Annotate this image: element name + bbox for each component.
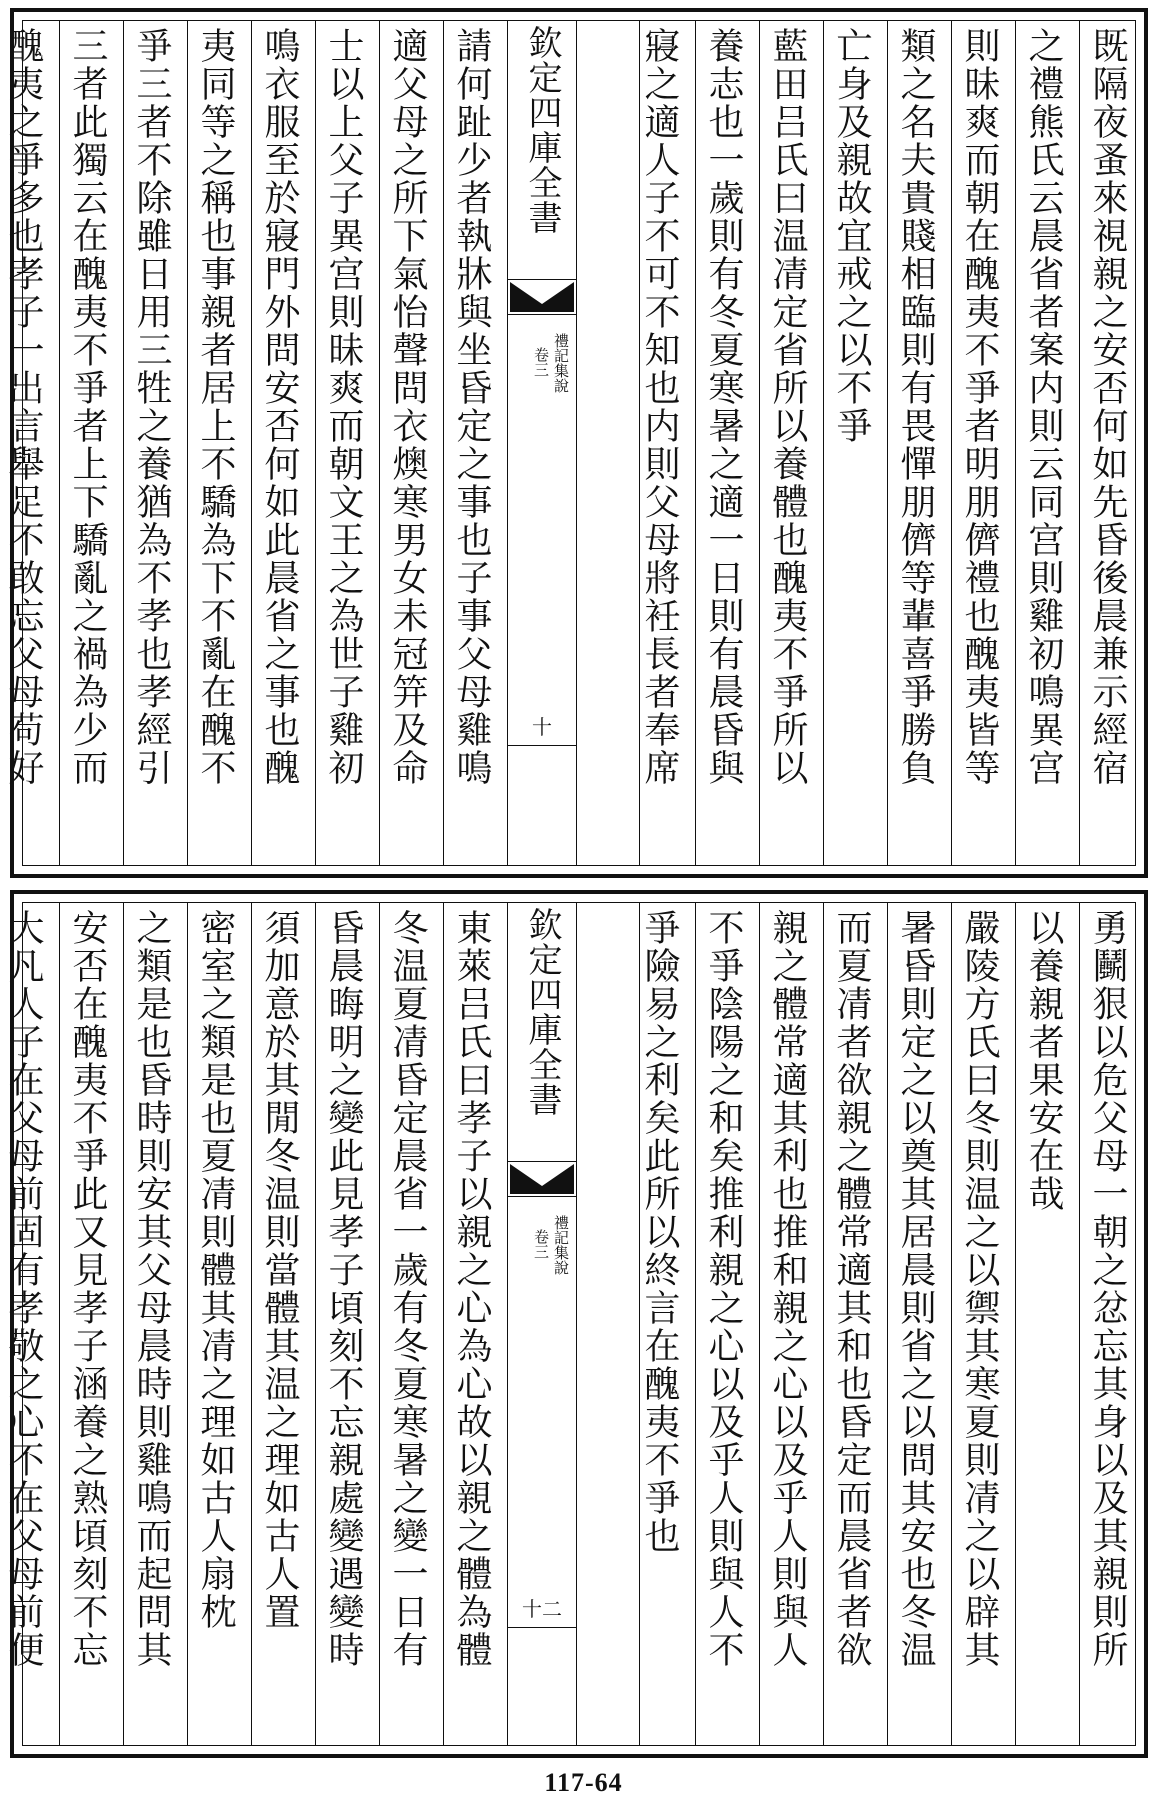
lower-folio <box>3 890 1148 1758</box>
text-column: 夷同等之稱也事親者居上不驕為下不亂在醜不 <box>195 27 236 787</box>
text-column: 之禮熊氏云晨省者案内則云同宫則雞初鳴異宫 <box>1023 27 1064 787</box>
banner-volume: 卷三 <box>532 347 550 377</box>
banner-book-title: 禮記集說 <box>552 333 570 393</box>
fishtail-icon <box>508 1162 576 1196</box>
text-column: 士以上父子異宫則昧爽而朝文王之為世子雞初 <box>323 27 364 787</box>
lower-folio-frame <box>3 902 1136 1746</box>
text-column: 親之體常適其利也推和親之心以及乎人則與人 <box>767 909 808 1669</box>
text-column: 大凡人子在父母前固有孝敬之心不在父母前便 <box>3 909 44 1669</box>
text-column: 暑昏則定之以奠其居晨則省之以問其安也冬温 <box>895 909 936 1669</box>
fishtail-mark <box>508 1161 576 1197</box>
banner-title: 欽定四庫全書 <box>522 907 562 1117</box>
text-column: 冬温夏凊昏定晨省一歲有冬夏寒暑之變一日有 <box>387 909 428 1669</box>
upper-folio <box>3 8 1148 878</box>
text-column: 昏晨晦明之變此見孝子頃刻不忘親處變遇變時 <box>323 909 364 1669</box>
text-column: 寢之適人子不可不知也内則父母將衽長者奉席 <box>639 27 680 787</box>
banner-leaf-number: 十 <box>532 715 552 739</box>
text-column: 不爭陰陽之和矣推利親之心以及乎人則與人不 <box>703 909 744 1669</box>
text-column: 類之名夫貴賤相臨則有畏憚朋儕等輩喜爭勝負 <box>895 27 936 787</box>
text-column: 而夏凊者欲親之體常適其和也昏定而晨省者欲 <box>831 909 872 1669</box>
text-column: 適父母之所下氣怡聲問衣燠寒男女未冠笄及命 <box>387 27 428 787</box>
text-column: 爭險易之利矣此所以終言在醜夷不爭也 <box>639 909 680 1555</box>
text-column: 爭三者不除雖日用三牲之養猶為不孝也孝經引 <box>131 27 172 787</box>
text-column: 既隔夜蚤來視親之安否何如先昏後晨兼示經宿 <box>1087 27 1128 787</box>
text-column: 以養親者果安在哉 <box>1023 909 1064 1213</box>
text-column: 藍田吕氏曰温凊定省所以養體也醜夷不爭所以 <box>767 27 808 787</box>
banner-book-title: 禮記集說 <box>552 1215 570 1275</box>
page-number: 117-64 <box>544 1768 623 1797</box>
text-column: 東萊吕氏曰孝子以親之心為心故以親之體為體 <box>451 909 492 1669</box>
text-column: 須加意於其閒冬温則當體其温之理如古人置 <box>259 909 300 1631</box>
text-column: 則昧爽而朝在醜夷不爭者明朋儕禮也醜夷皆等 <box>959 27 1000 787</box>
text-column: 鳴衣服至於寢門外問安否何如此晨省之事也醜 <box>259 27 300 787</box>
block-heart <box>507 903 577 1745</box>
text-column: 安否在醜夷不爭此又見孝子涵養之熟頃刻不忘 <box>67 909 108 1669</box>
text-column: 亡身及親故宜戒之以不爭 <box>831 27 872 445</box>
text-column: 三者此獨云在醜夷不爭者上下驕亂之禍為少而 <box>67 27 108 787</box>
text-column: 勇鬭狠以危父母一朝之忿忘其身以及其親則所 <box>1087 909 1128 1669</box>
fishtail-icon <box>508 280 576 314</box>
text-column: 嚴陵方氏曰冬則温之以禦其寒夏則凊之以辟其 <box>959 909 1000 1669</box>
banner-leaf-number: 十二 <box>522 1597 562 1621</box>
text-column: 醜夷之爭多也孝子一出言舉足不敢忘父母苟好 <box>3 27 44 787</box>
banner-title: 欽定四庫全書 <box>522 25 562 235</box>
banner-volume: 卷三 <box>532 1229 550 1259</box>
text-column: 之類是也昏時則安其父母晨時則雞鳴而起問其 <box>131 909 172 1669</box>
text-column: 養志也一歲則有冬夏寒暑之適一日則有晨昏與 <box>703 27 744 787</box>
upper-folio-frame <box>3 20 1136 866</box>
text-column: 密室之類是也夏凊則體其凊之理如古人扇枕 <box>195 909 236 1631</box>
block-heart <box>507 21 577 865</box>
text-column: 請何趾少者執牀與坐昏定之事也子事父母雞鳴 <box>451 27 492 787</box>
fishtail-mark <box>508 279 576 315</box>
